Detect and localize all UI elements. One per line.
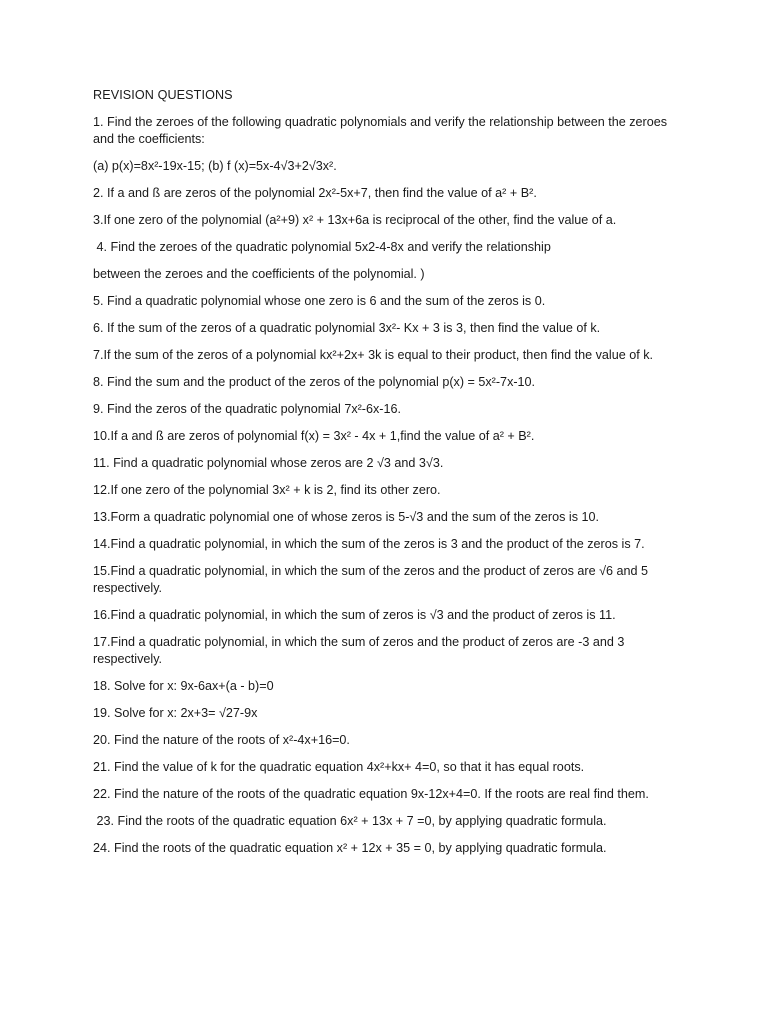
question-6: 6. If the sum of the zeros of a quadratic polynomial 3x²- Kx + 3 is 3, then find the value of k. <box>93 321 601 335</box>
question-10: 10.If a and ß are zeros of polynomial f(x) = 3x² - 4x + 1,find the value of a² + B². <box>93 429 535 443</box>
question-22: 22. Find the nature of the roots of the quadratic equation 9x-12x+4=0. If the roots are real find them. <box>93 787 649 801</box>
document-heading: REVISION QUESTIONS <box>93 88 233 102</box>
question-11: 11. Find a quadratic polynomial whose zeros are 2 √3 and 3√3. <box>93 456 444 470</box>
question-4-line-1: 4. Find the zeroes of the quadratic polynomial 5x2-4-8x and verify the relationship <box>93 240 551 254</box>
question-16: 16.Find a quadratic polynomial, in which the sum of zeros is √3 and the product of zeros is 11. <box>93 608 616 622</box>
question-18: 18. Solve for x: 9x-6ax+(a - b)=0 <box>93 679 274 693</box>
question-4-line-2: between the zeroes and the coefficients of the polynomial. ) <box>93 267 425 281</box>
question-1-parts: (a) p(x)=8x²-19x-15; (b) f (x)=5x-4√3+2√3x². <box>93 159 337 173</box>
question-23: 23. Find the roots of the quadratic equation 6x² + 13x + 7 =0, by applying quadratic formula. <box>93 814 607 828</box>
question-12: 12.If one zero of the polynomial 3x² + k is 2, find its other zero. <box>93 483 441 497</box>
question-1-text: 1. Find the zeroes of the following quadratic polynomials and verify the relationship between the zeroes and the coefficients: <box>93 115 671 146</box>
question-9: 9. Find the zeros of the quadratic polynomial 7x²-6x-16. <box>93 402 402 416</box>
question-24: 24. Find the roots of the quadratic equation x² + 12x + 35 = 0, by applying quadratic formula. <box>93 841 607 855</box>
question-17: 17.Find a quadratic polynomial, in which the sum of zeros and the product of zeros are -3 and 3 respectively. <box>93 635 628 666</box>
question-8: 8. Find the sum and the product of the zeros of the polynomial p(x) = 5x²-7x-10. <box>93 375 536 389</box>
question-2: 2. If a and ß are zeros of the polynomial 2x²-5x+7, then find the value of a² + B². <box>93 186 537 200</box>
question-7: 7.If the sum of the zeros of a polynomial kx²+2x+ 3k is equal to their product, then find the value of k. <box>93 348 654 362</box>
question-20: 20. Find the nature of the roots of x²-4x+16=0. <box>93 733 350 747</box>
question-14: 14.Find a quadratic polynomial, in which the sum of the zeros is 3 and the product of the zeros is 7. <box>93 537 645 551</box>
question-19: 19. Solve for x: 2x+3= √27-9x <box>93 706 258 720</box>
question-3: 3.If one zero of the polynomial (a²+9) x² + 13x+6a is reciprocal of the other, find the value of a. <box>93 213 617 227</box>
document-content <box>93 87 673 867</box>
question-21: 21. Find the value of k for the quadratic equation 4x²+kx+ 4=0, so that it has equal roots. <box>93 760 585 774</box>
question-5: 5. Find a quadratic polynomial whose one zero is 6 and the sum of the zeros is 0. <box>93 294 546 308</box>
question-15: 15.Find a quadratic polynomial, in which the sum of the zeros and the product of zeros are √6 and 5 respectively. <box>93 564 652 595</box>
question-13: 13.Form a quadratic polynomial one of whose zeros is 5-√3 and the sum of the zeros is 10. <box>93 510 600 524</box>
